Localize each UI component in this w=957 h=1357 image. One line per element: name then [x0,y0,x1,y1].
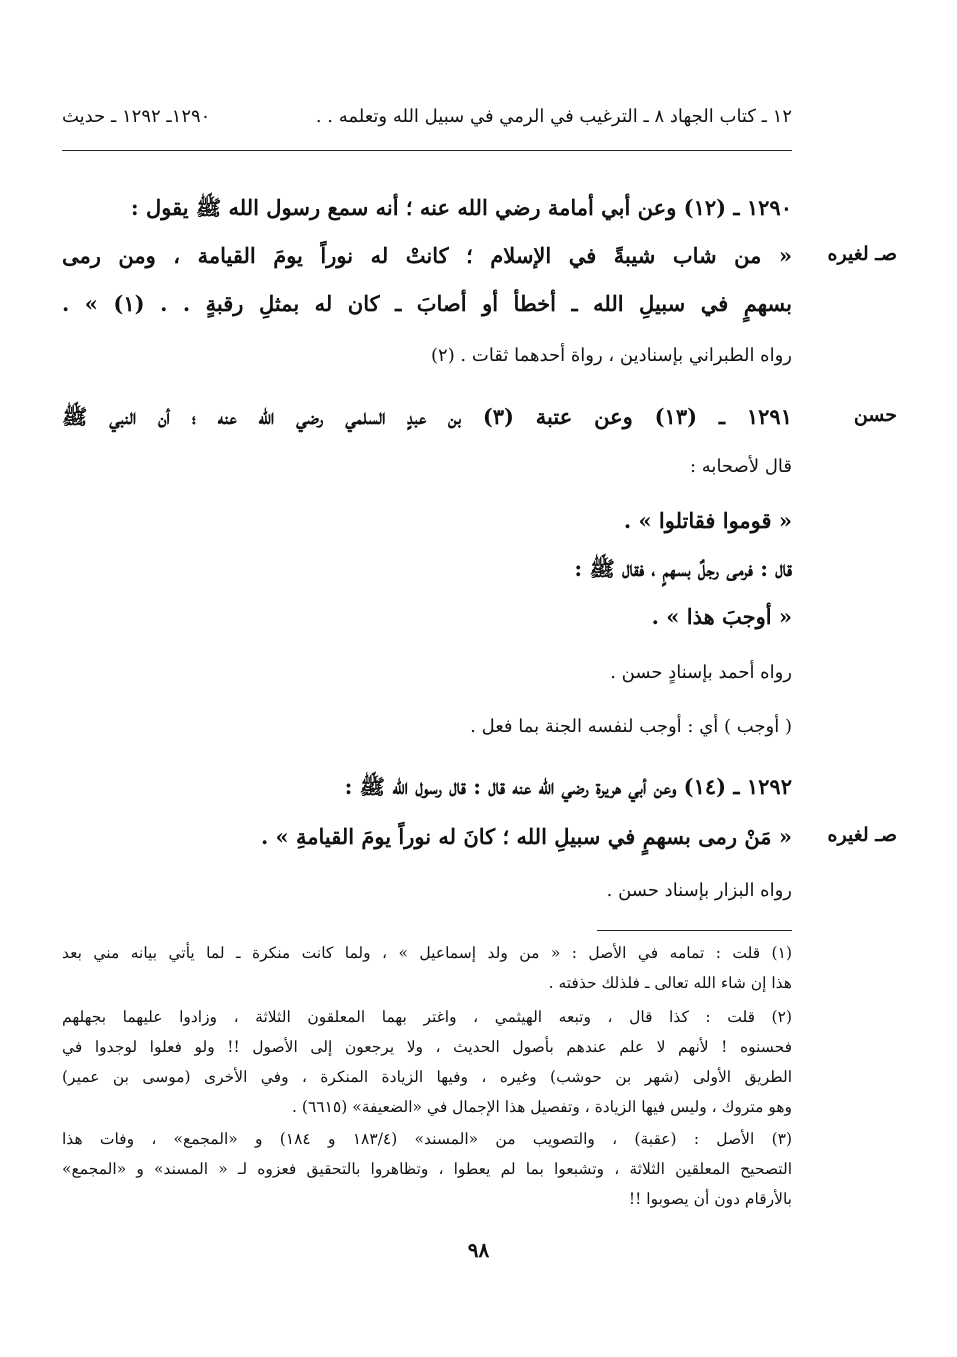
header-divider [62,150,792,151]
hadith-1292-source: رواه البزار بإسناد حسن . [606,880,792,901]
running-header [62,100,792,134]
footnote-2-line-1: (٢) قلت : كذا قال ، وتبعه الهيثمي ، واغتر بهما المعلقون الثلاثة ، وزادوا عليهما بجهلهم [62,1008,792,1026]
footnote-1-line-2: هذا إن شاء الله تعالى ـ فلذلك حذفته . [548,974,792,992]
footnote-2-line-2: فحسنوه ! لأنهم لا علم عندهم بأصول الحديث ، ولا يرجعون إلى الأصول !! ولو فعلوا لوجدوا في [62,1038,792,1056]
footnote-2-line-4: وهو متروك ، وليس فيها الزيادة ، وتفصيل هذا الإجمال في «الضعيفة» (٦٦١٥) . [292,1098,792,1116]
hadith-1290-grade: صـ لغيره [827,243,897,265]
hadith-1291-quote-2: « أوجبَ هذا » . [651,604,792,629]
footnote-1-line-1: (١) قلت : تمامه في الأصل : « من ولد إسماعيل » ، ولما كانت منكرة ـ لما يأتي بيانه مني بعد [62,944,792,962]
hadith-1290-line-1: ١٢٩٠ ـ (١٢) وعن أبي أمامة رضي الله عنه ؛ أنه سمع رسول الله ﷺ يقول : [130,195,792,220]
hadith-1291-grade: حسن [853,404,897,426]
hadith-1292-line-1: ١٢٩٢ ـ (١٤) وعن أبي هريرة رضي الله عنه قال : قال رسول الله ﷺ : [344,774,792,799]
hadith-1292-line-2: « مَنْ رمى بسهمٍ في سبيلِ الله ؛ كانَ له نوراً يومَ القيامةِ » . [260,824,792,849]
footnote-3-line-2: التصحيح المعلقين الثلاثة ، وتشبعوا بما لم يعطوا ، وتظاهروا بالتحقيق فعزوه لـ « المسند» و «المجمع» [62,1160,792,1178]
footnote-2-line-3: الطريق الأولى (شهر بن حوشب) وغيره ، وفيها الزيادة المنكرة ، وفي الأخرى (موسى بن عمير) [62,1068,792,1086]
footnote-3-line-1: (٣) الأصل : (عقبة) ، والتصويب من «المسند» (١٨٣/٤ و ١٨٤) و «المجمع» ، وفات هذا [62,1130,793,1148]
hadith-1291-source: رواه أحمد بإسنادٍ حسن . [610,662,792,683]
header-title: ١٢ ـ كتاب الجهاد ٨ ـ الترغيب في الرمي في سبيل الله وتعلمه . . [315,106,792,127]
footnote-3-line-3: بالأرقام دون أن يصوبوا !! [628,1190,792,1208]
hadith-1291-line-1: ١٢٩١ ـ (١٣) وعن عتبة (٣) بن عبدٍ السلمي رضي الله عنه ؛ أن النبي ﷺ [62,404,792,429]
hadith-1292-grade: صـ لغيره [827,824,897,846]
hadith-1291-line-4: قال : فرمى رجلٌ بسهمٍ ، فقال ﷺ : [574,556,792,581]
hadith-1291-line-2: قال لأصحابه : [690,456,792,477]
hadith-1290-line-3: بسهمٍ في سبيلِ الله ـ أخطأ أو أصابَ ـ كان له بمثلِ رقبةٍ . . (١) » . [62,291,792,316]
page-number: ٩٨ [467,1238,490,1262]
hadith-1290-line-2: « من شاب شيبةً في الإسلام ؛ كانتْ له نوراً يومَ القيامة ، ومن رمى [62,243,792,268]
hadith-1291-gloss: ( أوجب ) أي : أوجب لنفسه الجنة بما فعل . [470,716,792,737]
hadith-1291-quote-1: « قوموا فقاتلوا » . [623,508,792,533]
footnote-divider [597,930,792,931]
header-hadith-range: ١٢٩٠ـ ١٢٩٢ ـ حديث [62,106,211,127]
hadith-1290-source: رواه الطبراني بإسنادين ، رواة أحدهما ثقات . (٢) [430,345,792,366]
